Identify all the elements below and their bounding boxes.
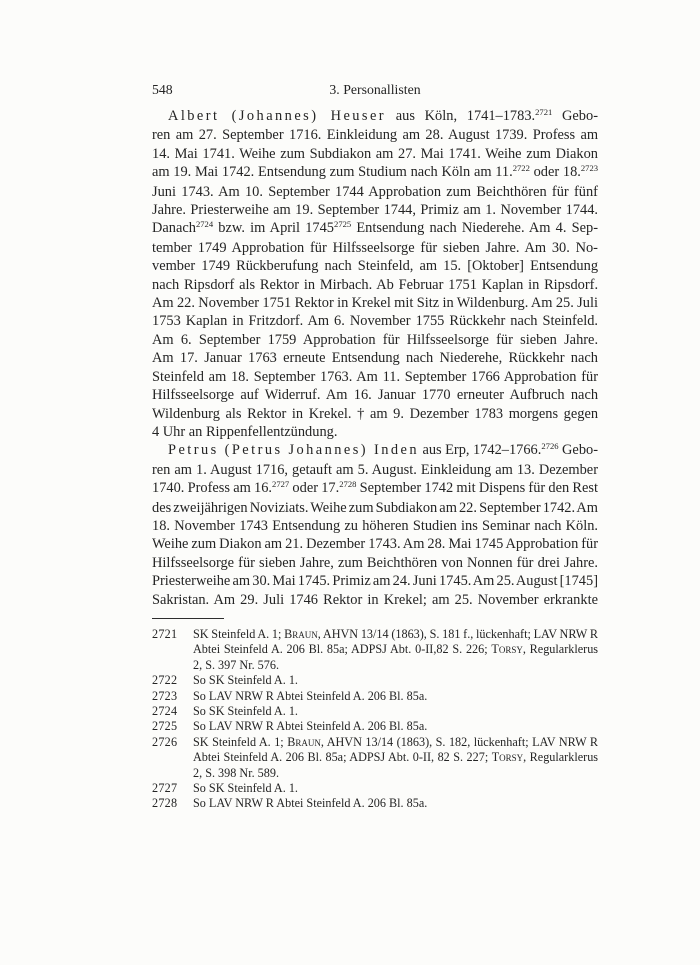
paragraph bbox=[152, 441, 598, 609]
text-line: Steinfeld am 18. September 1763. Am 11. September 1766 Approbation für bbox=[152, 368, 599, 385]
footnote-line bbox=[152, 689, 598, 704]
footnote-line bbox=[152, 704, 598, 719]
text-line: 14. Mai 1741. Weihe zum Subdiakon am 27. Mai 1741. Weihe zum Diakon bbox=[152, 145, 598, 162]
footnote bbox=[152, 796, 598, 811]
text-line: Juni 1743. Am 10. September 1744 Approbation zum Beichthören für fünf bbox=[152, 183, 598, 200]
text-line: 1740. Profess am 16.$^{2727}$ oder 17.$^{2728}$ September 1742 mit Dispens für den Rest bbox=[152, 479, 599, 497]
text-line: Priesterweihe am 30. Mai 1745. Primiz am 24. Juni 1745. Am 25. August [1745] bbox=[152, 573, 598, 590]
footnote-ref: 2724 bbox=[195, 219, 214, 230]
text-line: Am 6. September 1759 Approbation für Hilfsseelsorge für sieben Jahre. bbox=[152, 331, 599, 348]
footnote bbox=[152, 781, 598, 796]
paragraph bbox=[152, 107, 598, 441]
footnote bbox=[152, 673, 598, 688]
footnote-line bbox=[152, 781, 598, 796]
footnote-text: So SK Steinfeld A. 1. bbox=[193, 704, 298, 719]
footnote-ref: 2721 bbox=[535, 107, 553, 117]
body-text bbox=[152, 107, 598, 609]
text-line: nach Ripsdorf als Rektor in Mirbach. Ab Februar 1751 Kaplan in Ripsdorf. bbox=[152, 276, 599, 293]
text-line: tember 1749 Approbation für Hilfsseelsorge für sieben Jahre. Am 30. No- bbox=[152, 239, 598, 256]
footnote-line bbox=[152, 735, 598, 750]
text-line: Hilfsseelsorge auf Widerruf. Am 16. Januar 1770 erneuter Aufbruch nach bbox=[152, 387, 599, 404]
text-line: Sakristan. Am 29. Juli 1746 Rektor in Krekel; am 25. November erkrankte bbox=[152, 591, 598, 608]
text-line: ren am 27. September 1716. Einkleidung am 28. August 1739. Profess am bbox=[152, 127, 599, 144]
text-line: Wildenburg als Rektor in Krekel. † am 9. Dezember 1783 morgens gegen bbox=[152, 405, 599, 422]
footnote bbox=[152, 735, 598, 781]
text-line: Albert (Johannes) Heuser aus Köln, 1741–1783.$^{2721}$ Gebo- bbox=[168, 107, 598, 124]
footnote-ref: 2728 bbox=[339, 479, 357, 490]
page-number: 548 bbox=[152, 82, 173, 97]
footnote-text: So LAV NRW R Abtei Steinfeld A. 206 Bl. 85a. bbox=[193, 688, 428, 703]
footnote-text: SK Steinfeld A. 1; Braun, AHVN 13/14 (1863), S. 182, lückenhaft; LAV NRW R bbox=[193, 734, 598, 749]
footnote-separator bbox=[152, 618, 224, 619]
footnote-text: 2, S. 398 Nr. 589. bbox=[193, 765, 279, 780]
footnote-text: So LAV NRW R Abtei Steinfeld A. 206 Bl. 85a. bbox=[193, 796, 428, 811]
footnote-number: 2723 bbox=[152, 688, 178, 703]
footnote-ref: 2726 bbox=[541, 441, 559, 452]
text-line: 18. November 1743 Entsendung zu höheren Studien ins Seminar nach Köln. bbox=[152, 517, 599, 534]
footnote-line bbox=[152, 673, 598, 688]
footnote bbox=[152, 689, 598, 704]
footnote-text: Abtei Steinfeld A. 206 Bl. 85a; ADPSJ Abt. 0-II,82 S. 226; Torsy, Regularklerus bbox=[193, 642, 599, 657]
running-header bbox=[152, 81, 598, 99]
author-name: Braun bbox=[284, 627, 318, 641]
footnote-number: 2724 bbox=[152, 704, 178, 719]
text-line: 1753 Kaplan in Fritzdorf. Am 6. November 1755 Rückkehr nach Steinfeld. bbox=[152, 313, 599, 330]
text-line: des zweijährigen Noviziats. Weihe zum Subdiakon am 22. September 1742. Am bbox=[152, 499, 598, 516]
footnote-ref: 2723 bbox=[580, 163, 599, 174]
text-line: Jahre. Priesterweihe am 19. September 1744, Primiz am 1. November 1744. bbox=[152, 202, 599, 219]
text-line: 4 Uhr an Rippenfellentzündung. bbox=[152, 423, 338, 440]
footnotes bbox=[152, 627, 598, 812]
footnote-number: 2721 bbox=[152, 627, 178, 641]
person-name: Albert (Johannes) Heuser bbox=[168, 108, 387, 124]
footnote-number: 2722 bbox=[152, 673, 178, 688]
author-name: Braun bbox=[287, 734, 321, 749]
text-line: Hilfsseelsorge für sieben Jahre, zum Beichthören von Nonnen für drei Jahre. bbox=[152, 554, 599, 571]
footnote-text: So SK Steinfeld A. 1. bbox=[193, 673, 298, 688]
footnote-line bbox=[152, 658, 598, 673]
footnote-ref: 2722 bbox=[512, 163, 530, 174]
footnote-line bbox=[152, 642, 598, 657]
footnote-number: 2727 bbox=[152, 781, 178, 796]
footnote-number: 2725 bbox=[152, 719, 178, 734]
footnote-text: SK Steinfeld A. 1; Braun, AHVN 13/14 (1863), S. 181 f., lückenhaft; LAV NRW R bbox=[193, 627, 598, 641]
footnote-line bbox=[152, 796, 598, 811]
section-title: 3. Personallisten bbox=[329, 82, 421, 97]
footnote-line bbox=[152, 719, 598, 734]
footnote-text: So SK Steinfeld A. 1. bbox=[193, 781, 298, 796]
footnote-line bbox=[152, 750, 598, 765]
footnote-text: Abtei Steinfeld A. 206 Bl. 85a; ADPSJ Abt. 0-II, 82 S. 227; Torsy, Regularklerus bbox=[193, 750, 599, 765]
footnote-line bbox=[152, 766, 598, 781]
text-line: Danach$^{2724}$ bzw. im April 1745$^{2725}$ Entsendung nach Niederehe. Am 4. Sep- bbox=[152, 219, 599, 237]
text-line: am 19. Mai 1742. Entsendung zum Studium nach Köln am 11.$^{2722}$ oder 18.$^{2723}$ bbox=[152, 163, 599, 181]
text-line: Petrus (Petrus Johannes) Inden aus Erp, 1742–1766.$^{2726}$ Gebo- bbox=[168, 441, 598, 459]
text-line: Am 22. November 1751 Rektor in Krekel mit Sitz in Wildenburg. Am 25. Juli bbox=[152, 295, 598, 312]
author-name: Torsy bbox=[491, 750, 524, 765]
footnote-text: 2, S. 397 Nr. 576. bbox=[193, 657, 279, 672]
footnote-number: 2726 bbox=[152, 734, 178, 749]
text-line: Weihe zum Diakon am 21. Dezember 1743. Am 28. Mai 1745 Approbation für bbox=[152, 536, 599, 553]
footnote-ref: 2727 bbox=[272, 479, 290, 490]
footnote bbox=[152, 719, 598, 734]
footnote-line bbox=[152, 627, 598, 642]
text-line: Am 17. Januar 1763 erneute Entsendung nach Niederehe, Rückkehr nach bbox=[152, 350, 598, 367]
footnote-number: 2728 bbox=[152, 796, 178, 811]
person-name: Petrus (Petrus Johannes) Inden bbox=[168, 442, 419, 459]
footnote-text: So LAV NRW R Abtei Steinfeld A. 206 Bl. 85a. bbox=[193, 719, 428, 734]
text-line: ren am 1. August 1716, getauft am 5. August. Einkleidung am 13. Dezember bbox=[152, 461, 598, 478]
author-name: Torsy bbox=[491, 642, 523, 657]
footnote-ref: 2725 bbox=[334, 219, 352, 230]
text-line: vember 1749 Rückberufung nach Steinfeld, am 15. [Oktober] Entsendung bbox=[152, 258, 599, 275]
footnote bbox=[152, 704, 598, 719]
footnote bbox=[152, 627, 598, 673]
